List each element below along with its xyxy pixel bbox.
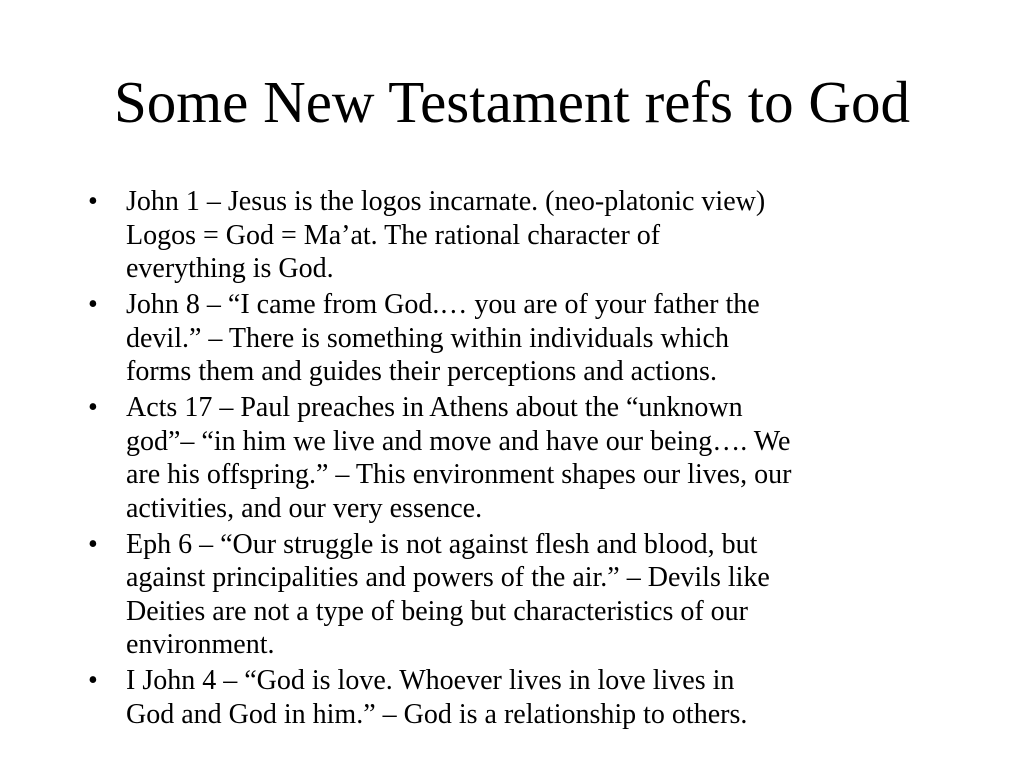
bullet-dot: • (88, 392, 98, 423)
bullet-text-line: forms them and guides their perceptions and actions. (126, 356, 717, 387)
bullet-list (84, 185, 944, 734)
bullet-text-line: are his offspring.” – This environment shapes our lives, our (126, 459, 792, 490)
slide-title: Some New Testament refs to God (113, 69, 911, 135)
bullet-item-john-1 (84, 185, 944, 286)
bullet-dot: • (88, 528, 98, 560)
bullet-item-acts-17 (84, 391, 944, 525)
bullet-text-line: against principalities and powers of the air.” – Devils like (126, 562, 770, 593)
bullet-text-line: Logos = God = Ma’at. The rational character of (126, 219, 661, 251)
bullet-item-john-8 (84, 288, 944, 389)
bullet-dot: • (88, 289, 98, 320)
bullet-text-line: activities, and our very essence. (126, 492, 483, 524)
bullet-text-line: John 8 – “I came from God.… you are of your father the (126, 289, 760, 320)
bullet-text-line: Acts 17 – Paul preaches in Athens about the “unknown (126, 392, 743, 423)
bullet-text-line: devil.” – There is something within individuals which (126, 322, 729, 354)
bullet-text-line: god”– “in him we live and move and have our being…. We (126, 425, 791, 457)
bullet-text-line: Deities are not a type of being but characteristics of our (126, 595, 748, 627)
bullet-item-i-john-4 (84, 664, 944, 731)
bullet-text-line: I John 4 – “God is love. Whoever lives in love lives in (126, 665, 735, 696)
bullet-text-line: God and God in him.” – God is a relationship to others. (126, 698, 748, 730)
bullet-dot: • (88, 186, 98, 217)
bullet-dot: • (88, 665, 98, 696)
bullet-text-line: John 1 – Jesus is the logos incarnate. (neo-platonic view) (126, 186, 766, 217)
bullet-text-line: Eph 6 – “Our struggle is not against flesh and blood, but (126, 528, 758, 560)
bullet-item-eph-6 (84, 528, 944, 662)
bullet-text-line: environment. (126, 629, 275, 660)
bullet-text-line: everything is God. (126, 253, 334, 284)
